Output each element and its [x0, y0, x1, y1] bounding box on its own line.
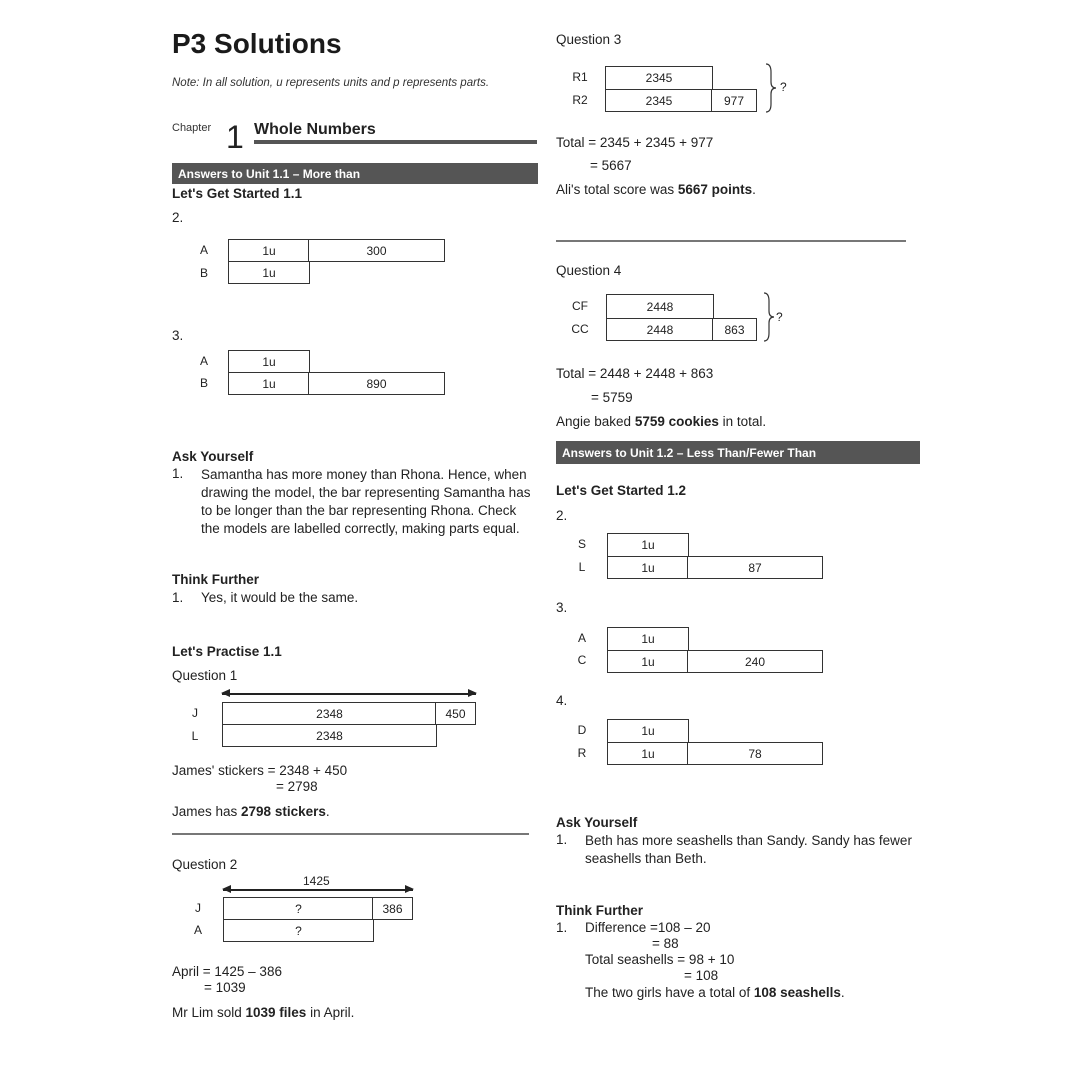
working-line: James' stickers = 2348 + 450: [172, 763, 348, 778]
ask-yourself-heading: Ask Yourself: [172, 449, 254, 464]
answer-value: 2798 stickers: [241, 804, 326, 819]
brace-label: ?: [776, 310, 783, 324]
working-line: = 5667: [590, 158, 632, 173]
answer-value: 5667 points: [677, 182, 753, 197]
working-line: Total seashells = 98 + 10: [585, 952, 735, 967]
question-number: 3.: [556, 600, 568, 615]
bar-cell: 2345: [605, 66, 713, 90]
bar-label: B: [199, 266, 208, 280]
bar-cell: 2348: [222, 702, 437, 725]
right-brace-icon: [764, 62, 778, 114]
bar-label: R: [577, 746, 587, 760]
right-brace-icon: [762, 291, 776, 343]
answer-statement: [585, 985, 845, 1000]
bar-cell: 863: [712, 318, 757, 341]
bar-cell: 1u: [228, 372, 310, 395]
bar-cell: 1u: [607, 627, 689, 651]
answer-text: The two girls have a total of: [585, 985, 754, 1000]
divider: [556, 240, 906, 242]
lets-get-started-1-2-heading: Let's Get Started 1.2: [556, 483, 687, 498]
bar-cell: 2448: [606, 318, 714, 341]
answer-text: .: [325, 804, 330, 819]
ask-yourself-answer: Samantha has more money than Rhona. Hence, when drawing the model, the bar representing Samantha has to be longer than the bar representing Rhona. Check the models are labelled correctly, making parts equal.: [201, 467, 531, 536]
bar-label: A: [577, 631, 586, 645]
bar-cell: 1u: [228, 261, 310, 284]
question-title: Question 1: [172, 668, 238, 683]
bar-cell: 2345: [605, 89, 713, 112]
question-title: Question 4: [556, 263, 622, 278]
bar-label: A: [193, 923, 202, 937]
bar-cell: 87: [687, 556, 823, 579]
unit-1-2-banner: Answers to Unit 1.2 – Less Than/Fewer Than: [556, 441, 920, 464]
divider: [172, 833, 529, 835]
answer-value: 5759 cookies: [634, 414, 719, 429]
item-number: 1.: [556, 920, 568, 935]
working-line: = 1039: [204, 980, 246, 995]
answer-statement: [172, 804, 330, 819]
note-text: Note: In all solution, u represents units and p represents parts.: [172, 77, 490, 89]
bar-cell: 1u: [607, 650, 689, 673]
bar-cell: 2348: [222, 724, 437, 747]
working-line: Total = 2448 + 2448 + 863: [556, 366, 714, 381]
bar-label: A: [199, 354, 208, 368]
working-line: = 2798: [276, 779, 318, 794]
answer-text: Ali's total score was: [556, 182, 678, 197]
bar-cell: ?: [223, 919, 374, 942]
answer-statement: [172, 1005, 354, 1020]
working-line: Total = 2345 + 2345 + 977: [556, 135, 714, 150]
bar-cell: 1u: [607, 533, 689, 557]
answer-text: Mr Lim sold: [172, 1005, 246, 1020]
chapter-label: Chapter: [172, 122, 212, 134]
bar-label: C: [577, 653, 587, 667]
bar-cell: 2448: [606, 294, 714, 319]
item-number: 1.: [172, 466, 184, 481]
chapter-number: 1: [226, 119, 244, 155]
bar-label: L: [191, 729, 199, 743]
brace-label: ?: [780, 80, 787, 94]
bar-label: CC: [571, 322, 589, 336]
answer-value: 108 seashells: [753, 985, 841, 1000]
answer-statement: [556, 182, 756, 197]
answer-value: 1039 files: [245, 1005, 307, 1020]
working-line: Difference =108 – 20: [585, 920, 711, 935]
page-title: P3 Solutions: [172, 28, 342, 59]
chapter-title: Whole Numbers: [254, 121, 376, 138]
bar-label: S: [577, 537, 586, 551]
answer-statement: [556, 414, 766, 429]
think-further-heading: Think Further: [172, 572, 259, 587]
arrow-label: 1425: [303, 874, 330, 888]
double-arrow-icon: [222, 693, 476, 695]
question-number: 4.: [556, 693, 568, 708]
working-line: = 5759: [591, 390, 633, 405]
answer-text: in total.: [718, 414, 767, 429]
item-number: 1.: [556, 832, 568, 847]
question-number: 3.: [172, 328, 184, 343]
double-arrow-icon: [223, 889, 413, 891]
question-title: Question 3: [556, 32, 622, 47]
bar-cell: 1u: [228, 350, 310, 373]
answer-text: James has: [172, 804, 242, 819]
question-number: 2.: [172, 210, 184, 225]
bar-cell: 1u: [607, 742, 689, 765]
question-title: Question 2: [172, 857, 238, 872]
answer-text: .: [840, 985, 845, 1000]
working-line: April = 1425 – 386: [172, 964, 282, 979]
bar-cell: 1u: [228, 239, 310, 262]
bar-cell: 240: [687, 650, 823, 673]
working-line: = 108: [684, 968, 719, 983]
unit-1-1-banner: Answers to Unit 1.1 – More than: [172, 163, 538, 184]
bar-label: CF: [572, 299, 588, 313]
answer-text: in April.: [306, 1005, 355, 1020]
lets-practise-heading: Let's Practise 1.1: [172, 644, 282, 659]
bar-label: R2: [572, 93, 588, 107]
bar-cell: 1u: [607, 556, 689, 579]
chapter-underline: [254, 140, 537, 144]
bar-label: J: [192, 706, 198, 720]
answer-text: .: [752, 182, 756, 197]
working-line: = 88: [652, 936, 679, 951]
think-further-heading: Think Further: [556, 903, 643, 918]
bar-cell: 977: [711, 89, 757, 112]
bar-label: J: [195, 901, 201, 915]
item-number: 1.: [172, 590, 184, 605]
bar-cell: 450: [435, 702, 476, 725]
ask-yourself-answer: Beth has more seashells than Sandy. Sandy has fewer seashells than Beth.: [585, 833, 912, 866]
question-number: 2.: [556, 508, 568, 523]
bar-cell: 386: [372, 897, 413, 920]
bar-cell: 1u: [607, 719, 689, 743]
think-further-answer: Yes, it would be the same.: [201, 590, 359, 605]
bar-label: A: [199, 243, 208, 257]
bar-label: R1: [572, 70, 588, 84]
bar-label: L: [578, 560, 586, 574]
answer-text: Angie baked: [556, 414, 635, 429]
bar-label: B: [199, 376, 208, 390]
bar-cell: 78: [687, 742, 823, 765]
lets-get-started-1-1-heading: Let's Get Started 1.1: [172, 186, 303, 201]
bar-cell: 300: [308, 239, 445, 262]
ask-yourself-heading: Ask Yourself: [556, 815, 638, 830]
bar-cell: ?: [223, 897, 374, 920]
bar-label: D: [577, 723, 587, 737]
bar-cell: 890: [308, 372, 445, 395]
